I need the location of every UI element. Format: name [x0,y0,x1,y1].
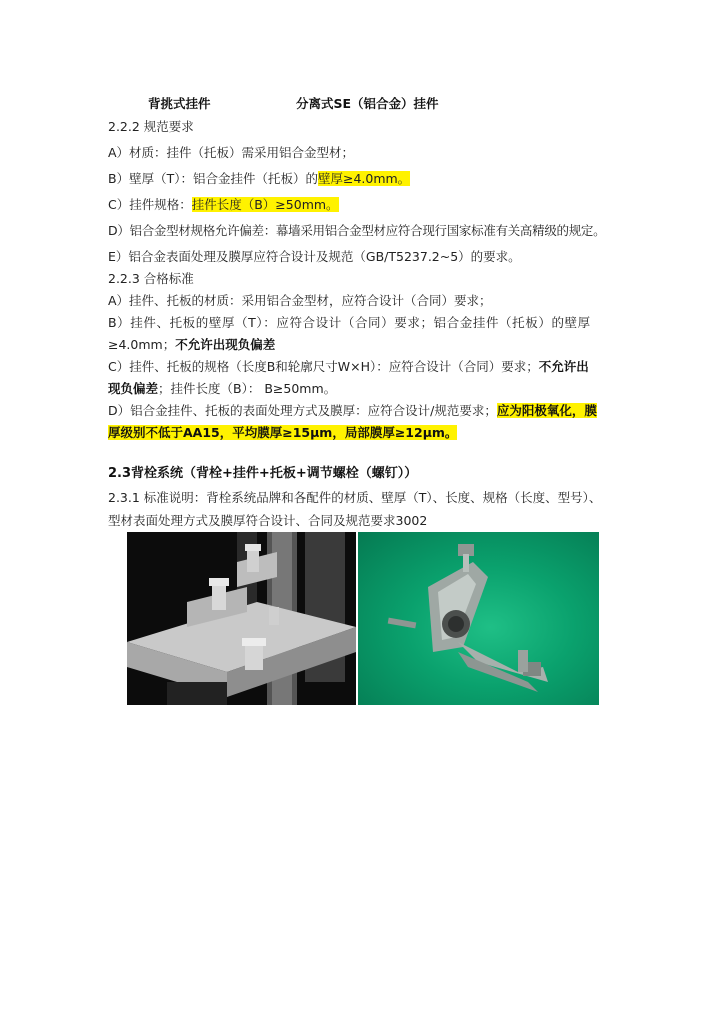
req-b-text: B）壁厚（T）：铝合金挂件（托板）的 [108,171,318,186]
req-e: E）铝合金表面处理及膜厚应符合设计及规范（GB/T5237.2~5）的要求。 [108,249,521,264]
section-2-3-heading: 2.3背栓系统（背栓+挂件+托板+调节螺栓（螺钉）） [108,466,418,481]
req-c-highlight: 挂件长度（B）≥50mm。 [191,197,339,212]
std-d-highlight: 应为阳极氧化，膜 [496,403,597,418]
std-b-line1: B）挂件、托板的壁厚（T）：应符合设计（合同）要求；铝合金挂件（托板）的壁厚 [108,315,591,330]
std-d-highlight-2: 厚级别不低于AA15，平均膜厚≥15μm，局部膜厚≥12μm。 [108,425,458,440]
back-bolt-hardware-illustration [358,532,599,705]
section-2-2-3-heading: 2.2.3 合格标准 [108,271,194,286]
std-b-bold: 不允许出现负偏差 [175,337,276,352]
std-2-3-1-line2: 型材表面处理方式及膜厚符合设计、合同及规范要求3002 [108,513,428,528]
req-c-text: C）挂件规格： [108,197,192,212]
std-a: A）挂件、托板的材质：采用铝合金型材，应符合设计（合同）要求； [108,293,492,308]
std-c-line1 [108,359,589,375]
std-2-3-1-line1: 2.3.1 标准说明：背栓系统品牌和各配件的材质、壁厚（T）、长度、规格（长度、型号）、 [108,490,602,505]
req-d: D）铝合金型材规格允许偏差：幕墙采用铝合金型材应符合现行国家标准有关高精级的规定。 [108,223,606,238]
back-bolt-render-photo [127,532,356,705]
std-c-bold-2: 现负偏差 [108,381,159,396]
std-b-line2 [108,337,275,353]
req-b [108,171,410,187]
std-d-text: D）铝合金挂件、托板的表面处理方式及膜厚：应符合设计/规范要求； [108,403,497,418]
back-bolt-hardware-photo [358,532,599,705]
std-d-line2 [108,425,457,441]
req-a: A）材质：挂件（托板）需采用铝合金型材； [108,145,355,160]
std-c-text-2: ；挂件长度（B）： B≥50mm。 [158,381,337,396]
back-bolt-render-illustration [127,532,356,705]
caption-left: 背挑式挂件 [148,96,211,111]
std-c-bold: 不允许出 [538,359,589,374]
std-c-line2 [108,381,336,397]
std-c-text: C）挂件、托板的规格（长度B和轮廓尺寸W×H）：应符合设计（合同）要求； [108,359,539,374]
std-b-text: ≥4.0mm； [108,337,176,352]
req-c [108,197,339,213]
std-d-line1 [108,403,597,419]
caption-right: 分离式SE（铝合金）挂件 [296,96,439,111]
section-2-2-2-heading: 2.2.2 规范要求 [108,119,194,134]
req-b-highlight: 壁厚≥4.0mm。 [317,171,411,186]
